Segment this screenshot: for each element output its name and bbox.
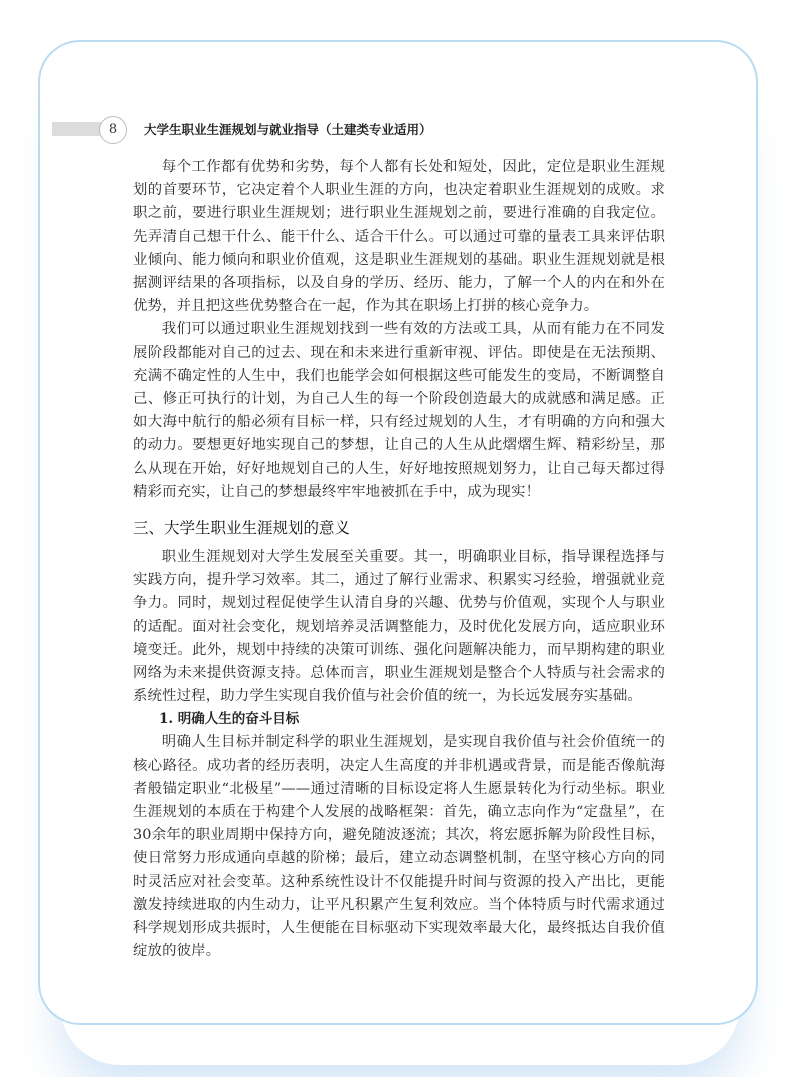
header-gray-bar [52, 122, 102, 136]
running-title: 大学生职业生涯规划与就业指导（土建类专业适用） [144, 122, 432, 137]
body-paragraph-1: 每个工作都有优势和劣势，每个人都有长处和短处，因此，定位是职业生涯规划的首要环节，它决定着个人职业生涯的方向，也决定着职业生涯规划的成败。求职之前，要进行职业生涯规划；进行职业生涯规划之前，要进行准确的自我定位。先弄清自己想干什么、能干什么、适合干什么。可以通过可靠的量表工具来评估职业倾向、能力倾向和职业价值观，这是职业生涯规划的基础。职业生涯规划就是根据测评结果的各项指标，以及自身的学历、经历、能力，了解一个人的内在和外在优势，并且把这些优势整合在一起，作为其在职场上打拼的核心竞争力。 [133, 159, 665, 315]
section-paragraph: 职业生涯规划对大学生发展至关重要。其一，明确职业目标，指导课程选择与实践方向，提升学习效率。其二，通过了解行业需求、积累实习经验，增强就业竞争力。同时，规划过程促使学生认清自身的兴趣、优势与价值观，实现个人与职业的适配。面对社会变化，规划培养灵活调整能力，及时优化发展方向，适应职业环境变迁。此外，规划中持续的决策可训练、强化问题解决能力，而早期构建的职业网络为未来提供资源支持。总体而言，职业生涯规划是整合个人特质与社会需求的系统性过程，助力学生实现自我价值与社会价值的统一，为长远发展夯实基础。 [133, 549, 665, 705]
page-header [52, 116, 692, 142]
page-number: 8 [99, 116, 127, 144]
body-paragraph-2: 我们可以通过职业生涯规划找到一些有效的方法或工具，从而有能力在不同发展阶段都能对自己的过去、现在和未来进行重新审视、评估。即使是在无法预期、充满不确定性的人生中，我们也能学会如何根据这些可能发生的变局，不断调整自己、修正可执行的计划，为自己人生的每一个阶段创造最大的成就感和满足感。正如大海中航行的船必须有目标一样，只有经过规划的人生，才有明确的方向和强大的动力。要想更好地实现自己的梦想，让自己的人生从此熠熠生辉、精彩纷呈，那么从现在开始，好好地规划自己的人生，好好地按照规划努力，让自己每天都过得精彩而充实，让自己的梦想最终牢牢地被抓在手中，成为现实！ [133, 321, 665, 500]
subsection-title: 1. 明确人生的奋斗目标 [159, 711, 300, 728]
section-title: 三、大学生职业生涯规划的意义 [133, 519, 351, 538]
page-content [133, 156, 665, 964]
subsection-paragraph: 明确人生目标并制定科学的职业生涯规划，是实现自我价值与社会价值统一的核心路径。成功者的经历表明，决定人生高度的并非机遇或背景，而是能否像航海者般锚定职业“北极星”——通过清晰的目标设定将人生愿景转化为行动坐标。职业生涯规划的本质在于构建个人发展的战略框架：首先，确立志向作为“定盘星”，在30余年的职业周期中保持方向，避免随波逐流；其次，将宏愿拆解为阶段性目标，使日常努力形成通向卓越的阶梯；最后，建立动态调整机制，在坚守核心方向的同时灵活应对社会变革。这种系统性设计不仅能提升时间与资源的投入产出比，更能激发持续进取的内生动力，让平凡积累产生复利效应。当个体特质与时代需求通过科学规划形成共振时，人生便能在目标驱动下实现效率最大化，最终抵达自我价值绽放的彼岸。 [133, 734, 665, 960]
